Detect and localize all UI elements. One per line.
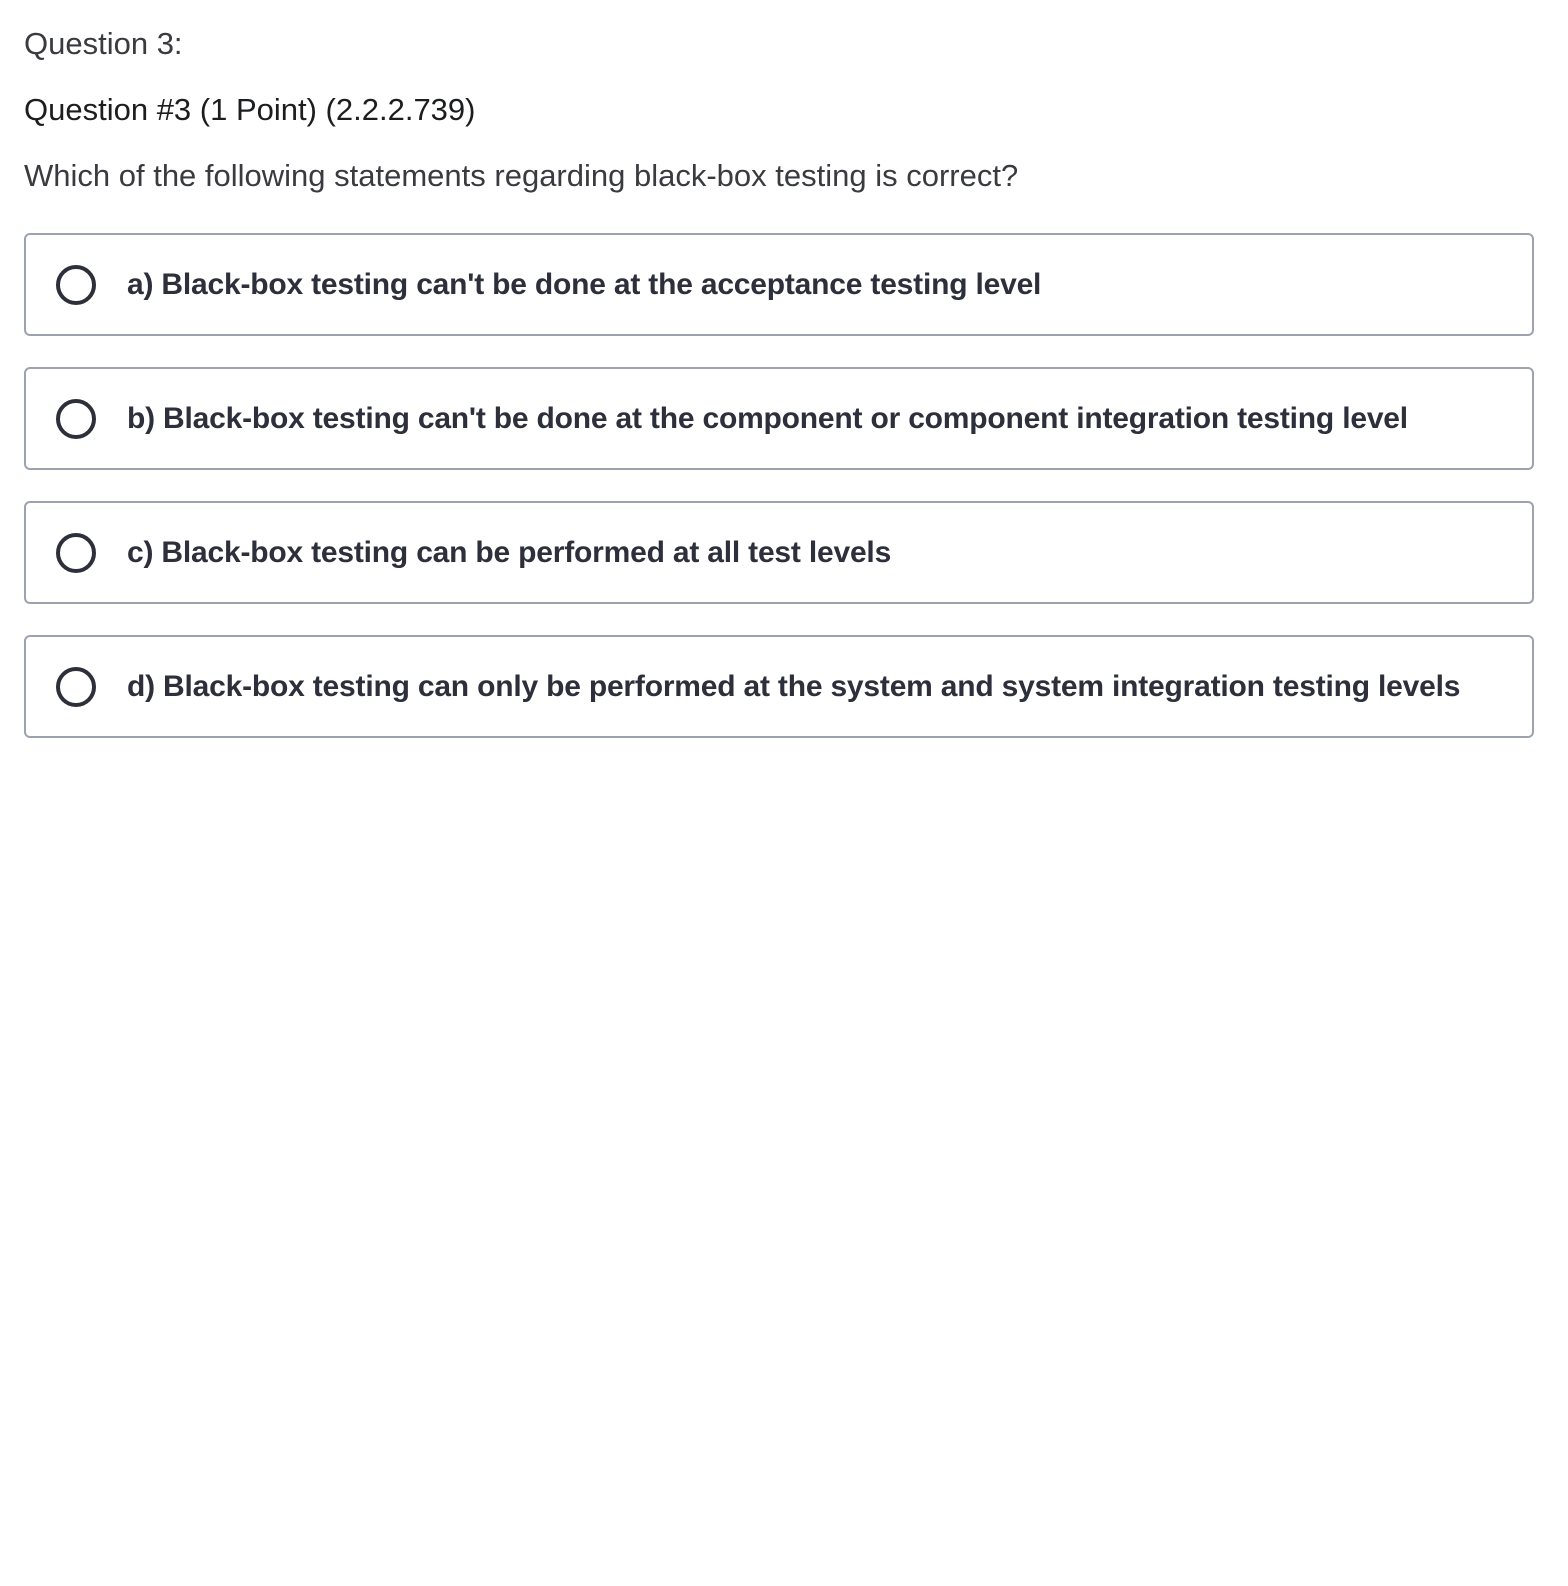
answer-option-a[interactable] [24,233,1534,336]
radio-unchecked-icon[interactable] [56,399,96,439]
question-title: Question #3 (1 Point) (2.2.2.739) [24,92,476,127]
answer-option-b[interactable] [24,367,1534,470]
answer-option-d[interactable] [24,635,1534,738]
answer-options [24,233,1534,769]
question-number-label: Question 3: [24,26,183,61]
radio-unchecked-icon[interactable] [56,533,96,573]
answer-option-label: d) Black-box testing can only be performed at the system and system integration testing levels [127,669,1461,703]
radio-unchecked-icon[interactable] [56,667,96,707]
answer-option-label: c) Black-box testing can be performed at all test levels [127,535,892,569]
answer-option-c[interactable] [24,501,1534,604]
radio-unchecked-icon[interactable] [56,265,96,305]
answer-option-label: b) Black-box testing can't be done at the component or component integration testing level [127,401,1408,435]
answer-option-label: a) Black-box testing can't be done at the acceptance testing level [127,267,1042,301]
question-prompt: Which of the following statements regarding black-box testing is correct? [24,158,1019,193]
